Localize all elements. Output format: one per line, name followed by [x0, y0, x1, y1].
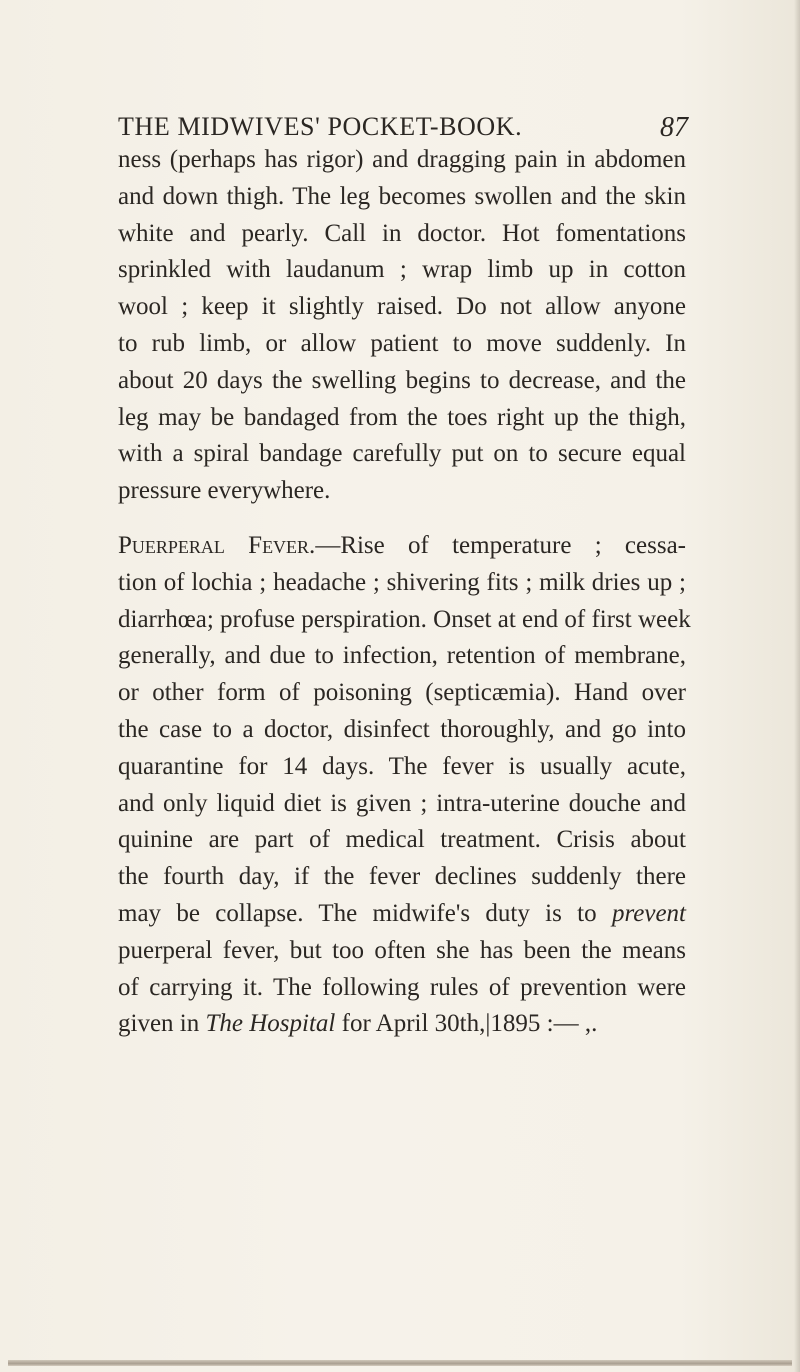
text-line: tion of lochia ; headache ; shivering fits ; milk dries up ; — [118, 568, 686, 596]
text-line: diarrhœa; profuse perspiration. Onset at end of first week — [118, 605, 691, 633]
text-line: puerperal fever, but too often she has been the means — [118, 936, 686, 964]
text-segment: given in — [118, 1010, 206, 1038]
text-line — [118, 1006, 686, 1043]
text-segment: —Rise of temperature ; cessa- — [315, 531, 686, 559]
paragraph-2 — [118, 528, 691, 1043]
text-line: quinine are part of medical treatment. Crisis about — [118, 826, 686, 854]
text-line: generally, and due to infection, retention of membrane, — [118, 642, 686, 670]
text-line: leg may be bandaged from the toes right up the thigh, — [118, 403, 686, 431]
text-line: pressure everywhere. — [118, 477, 331, 505]
page-edge-shadow — [794, 0, 800, 1372]
text-line: wool ; keep it slightly raised. Do not allow anyone — [118, 293, 686, 321]
publication-title: The Hospital — [205, 1010, 336, 1038]
text-line: the fourth day, if the fever declines suddenly there — [118, 863, 686, 891]
paragraph-1 — [118, 142, 686, 510]
paragraph-gap — [118, 510, 686, 528]
text-line: with a spiral bandage carefully put on to secure equal — [118, 440, 686, 468]
text-line — [118, 528, 686, 565]
emphasis-prevent: prevent — [611, 899, 686, 927]
text-segment: may be collapse. The midwife's duty is to — [118, 899, 612, 927]
text-line: and down thigh. The leg becomes swollen and the skin — [118, 182, 686, 210]
text-line: the case to a doctor, disinfect thoroughly, and go into — [118, 715, 686, 743]
text-line: or other form of poisoning (septicæmia). Hand over — [118, 679, 686, 707]
text-line: about 20 days the swelling begins to decrease, and the — [118, 366, 686, 394]
running-title: THE MIDWIVES' POCKET-BOOK. — [118, 112, 523, 141]
page-bottom-edge — [8, 1360, 792, 1366]
text-line: to rub limb, or allow patient to move suddenly. In — [118, 329, 686, 357]
text-line: ness (perhaps has rigor) and dragging pain in abdomen — [118, 146, 686, 173]
text-segment: for April 30th,|1895 :— ,. — [335, 1010, 598, 1038]
page-number: 87 — [660, 112, 688, 143]
section-heading: Puerperal Fever. — [118, 531, 316, 559]
text-line: and only liquid diet is given ; intra-uterine douche and — [118, 789, 686, 817]
text-line: quarantine for 14 days. The fever is usually acute, — [118, 752, 686, 780]
text-line: white and pearly. Call in doctor. Hot fomentations — [118, 219, 686, 247]
text-line: of carrying it. The following rules of prevention were — [118, 973, 686, 1001]
text-line — [118, 896, 686, 933]
body-text — [118, 142, 691, 1043]
text-line: sprinkled with laudanum ; wrap limb up in cotton — [118, 256, 686, 284]
